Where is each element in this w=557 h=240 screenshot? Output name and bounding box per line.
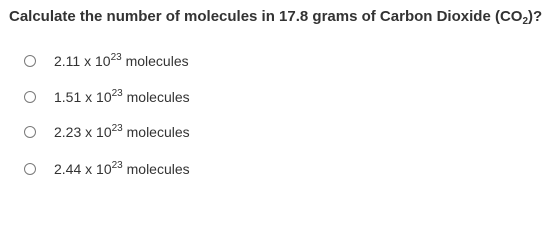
answer-option-2[interactable] — [24, 87, 190, 107]
option-mantissa: 2.44 x 10 — [54, 161, 112, 177]
question-text — [9, 8, 542, 25]
radio-button-icon[interactable] — [24, 91, 36, 103]
option-unit: molecules — [122, 124, 190, 140]
option-mantissa: 2.23 x 10 — [54, 124, 112, 140]
option-mantissa: 2.11 x 10 — [54, 53, 111, 69]
answer-option-label — [54, 53, 189, 69]
option-unit: molecules — [122, 161, 190, 177]
option-exponent: 23 — [110, 52, 122, 63]
option-unit: molecules — [122, 89, 190, 105]
radio-button-icon[interactable] — [24, 55, 36, 67]
answer-option-1[interactable] — [24, 51, 189, 71]
answer-option-4[interactable] — [24, 159, 190, 179]
answer-option-label — [54, 161, 190, 177]
answer-option-label — [54, 89, 190, 105]
question-prefix: Calculate the number of molecules in 17.8 grams of Carbon Dioxide (CO — [9, 8, 523, 25]
option-exponent: 23 — [111, 123, 123, 134]
option-exponent: 23 — [111, 88, 123, 99]
option-unit: molecules — [121, 53, 189, 69]
answer-option-label — [54, 124, 190, 140]
answer-option-3[interactable] — [24, 122, 190, 142]
question-subscript: 2 — [522, 16, 529, 27]
option-mantissa: 1.51 x 10 — [54, 89, 112, 105]
radio-button-icon[interactable] — [24, 163, 36, 175]
option-exponent: 23 — [111, 160, 123, 171]
question-suffix: )? — [528, 8, 543, 25]
radio-button-icon[interactable] — [24, 126, 36, 138]
